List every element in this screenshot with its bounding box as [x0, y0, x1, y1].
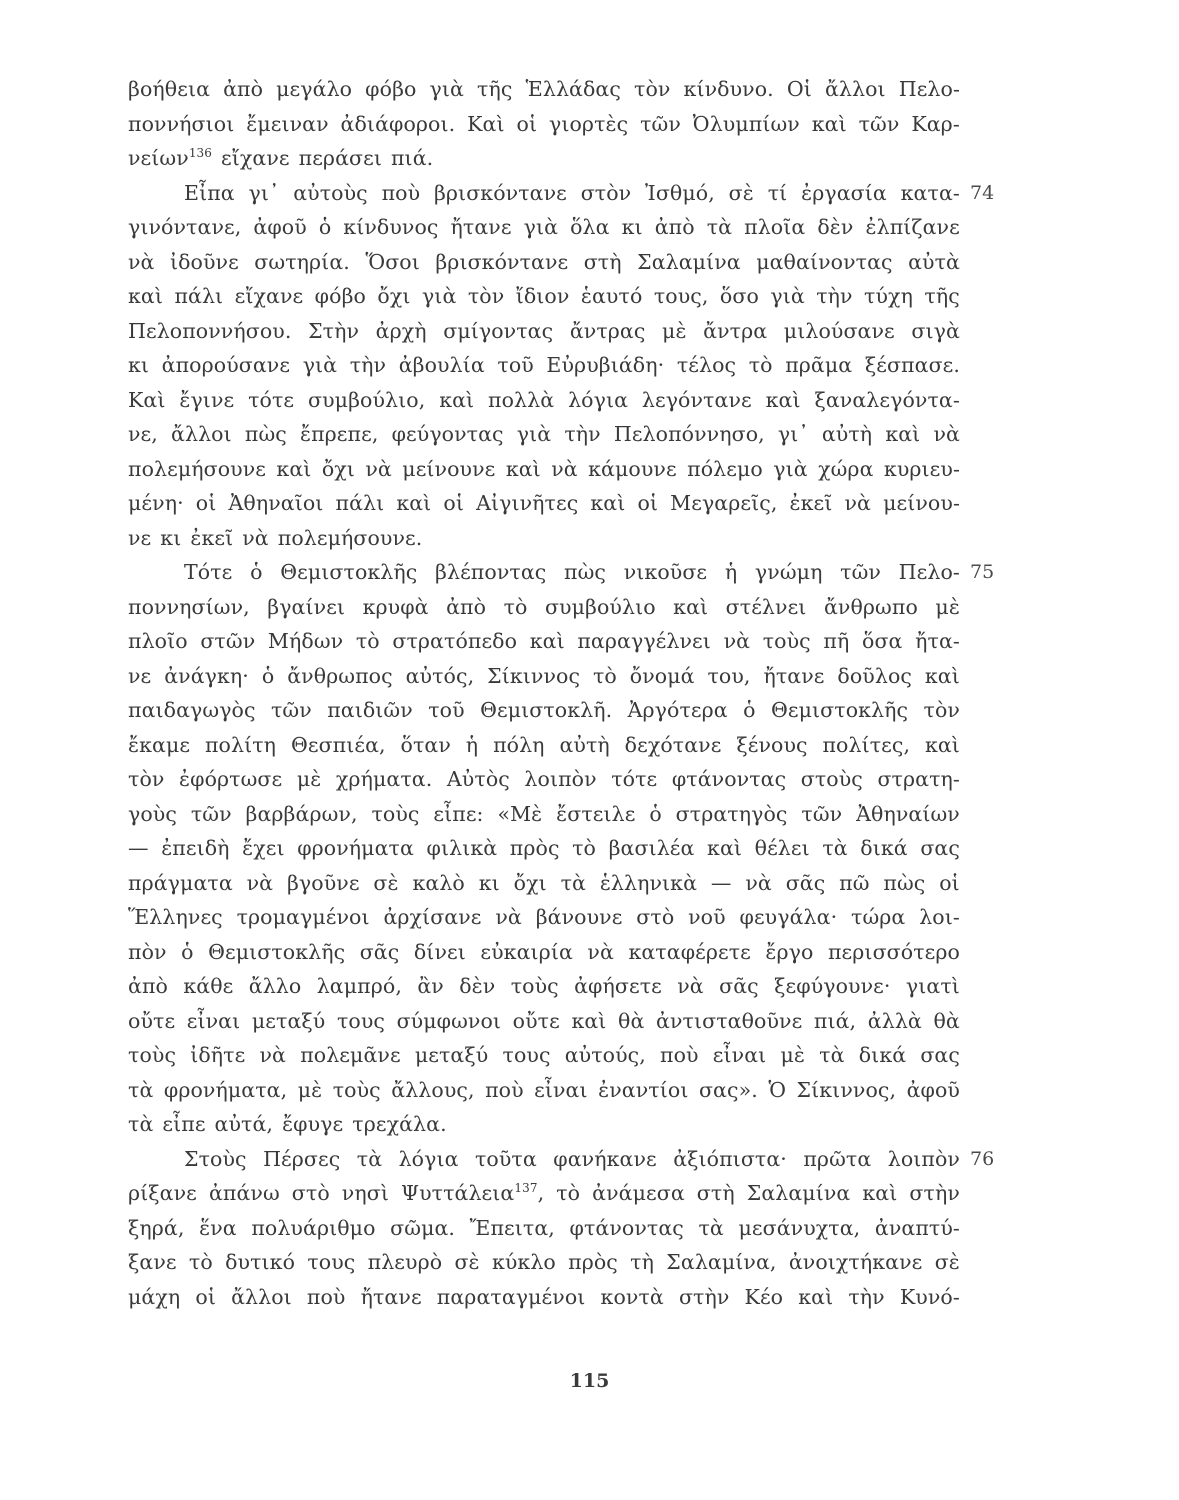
- text-line: νὰ ἰδοῦνε σωτηρία. Ὅσοι βρισκόντανε στὴ Σαλαμίνα μαθαίνοντας αὐτὰ: [128, 249, 960, 274]
- text-line: ξανε τὸ δυτικό τους πλευρὸ σὲ κύκλο πρὸς τὴ Σαλαμίνα, ἀνοιχτήκανε σὲ: [128, 1250, 960, 1274]
- text-line: νείων$^{136}$ εἴχανε περάσει πιά.: [128, 146, 434, 170]
- text-line: ρίξανε ἀπάνω στὸ νησὶ Ψυττάλεια$^{137}$, τὸ ἀνάμεσα στὴ Σαλαμίνα καὶ στὴν: [128, 1181, 960, 1205]
- text-line: τὰ εἶπε αὐτά, ἔφυγε τρεχάλα.: [128, 1112, 447, 1136]
- text-line: Ἕλληνες τρομαγμένοι ἀρχίσανε νὰ βάνουνε στὸ νοῦ φευγάλα· τώρα λοι-: [128, 905, 960, 929]
- text-line: γοὺς τῶν βαρβάρων, τοὺς εἶπε: «Μὲ ἔστειλε ὁ στρατηγὸς τῶν Ἀθηναίων: [128, 801, 960, 826]
- body-text: [128, 72, 960, 1314]
- text-line: μάχη οἱ ἄλλοι ποὺ ἤτανε παραταγμένοι κοντὰ στὴν Κέο καὶ τὴν Κυνό-: [128, 1284, 960, 1309]
- text-line: Καὶ ἔγινε τότε συμβούλιο, καὶ πολλὰ λόγια λεγόντανε καὶ ξαναλεγόντα-: [128, 387, 960, 412]
- text-line: πράγματα νὰ βγοῦνε σὲ καλὸ κι ὄχι τὰ ἑλληνικὰ — νὰ σᾶς πῶ πὼς οἱ: [128, 870, 960, 895]
- text-line: καὶ πάλι εἴχανε φόβο ὄχι γιὰ τὸν ἴδιον ἑαυτό τους, ὅσο γιὰ τὴν τύχη τῆς: [128, 284, 960, 308]
- text-line: ἔκαμε πολίτη Θεσπιέα, ὅταν ἡ πόλη αὐτὴ δεχότανε ξένους πολίτες, καὶ: [128, 732, 960, 757]
- text-line: γινόντανε, ἀφοῦ ὁ κίνδυνος ἤτανε γιὰ ὅλα κι ἀπὸ τὰ πλοῖα δὲν ἐλπίζανε: [128, 215, 960, 239]
- text-line: βοήθεια ἀπὸ μεγάλο φόβο γιὰ τῆς Ἑλλάδας τὸν κίνδυνο. Οἱ ἄλλοι Πελο-: [128, 77, 960, 101]
- page-number: 115: [569, 1370, 610, 1392]
- text-line: νε ἀνάγκη· ὁ ἄνθρωπος αὐτός, Σίκιννος τὸ ὄνομά του, ἤτανε δοῦλος καὶ: [128, 663, 960, 688]
- text-line: πὸν ὁ Θεμιστοκλῆς σᾶς δίνει εὐκαιρία νὰ καταφέρετε ἔργο περισσότερο: [128, 939, 960, 964]
- text-line: τὸν ἐφόρτωσε μὲ χρήματα. Αὐτὸς λοιπὸν τότε φτάνοντας στοὺς στρατη-: [128, 767, 960, 791]
- text-line: τὰ φρονήματα, μὲ τοὺς ἄλλους, ποὺ εἶναι ἐναντίοι σας». Ὁ Σίκιννος, ἀφοῦ: [128, 1077, 960, 1102]
- text-line: Πελοποννήσου. Στὴν ἀρχὴ σμίγοντας ἄντρας μὲ ἄντρα μιλούσανε σιγὰ: [128, 318, 960, 343]
- text-line: παιδαγωγὸς τῶν παιδιῶν τοῦ Θεμιστοκλῆ. Ἀργότερα ὁ Θεμιστοκλῆς τὸν: [128, 698, 960, 722]
- text-line: ἀπὸ κάθε ἄλλο λαμπρό, ἂν δὲν τοὺς ἀφήσετε νὰ σᾶς ξεφύγουνε· γιατὶ: [128, 974, 960, 998]
- text-line: πολεμήσουνε καὶ ὄχι νὰ μείνουνε καὶ νὰ κάμουνε πόλεμο γιὰ χώρα κυριευ-: [128, 456, 960, 481]
- text-line: τοὺς ἰδῆτε νὰ πολεμᾶνε μεταξύ τους αὐτούς, ποὺ εἶναι μὲ τὰ δικά σας: [128, 1043, 960, 1067]
- text-line: Στοὺς Πέρσες τὰ λόγια τοῦτα φανήκανε ἀξιόπιστα· πρῶτα λοιπὸν: [184, 1146, 960, 1171]
- text-line: μένη· οἱ Ἀθηναῖοι πάλι καὶ οἱ Αἰγινῆτες καὶ οἱ Μεγαρεῖς, ἐκεῖ νὰ μείνου-: [128, 491, 960, 515]
- text-line: — ἐπειδὴ ἔχει φρονήματα φιλικὰ πρὸς τὸ βασιλέα καὶ θέλει τὰ δικά σας: [128, 836, 960, 860]
- chapter-margin-number: 74: [970, 181, 995, 204]
- text-line: Τότε ὁ Θεμιστοκλῆς βλέποντας πὼς νικοῦσε ἡ γνώμη τῶν Πελο-: [184, 560, 960, 584]
- text-line: Εἶπα γι᾽ αὐτοὺς ποὺ βρισκόντανε στὸν Ἰσθμό, σὲ τί ἐργασία κατα-: [184, 180, 960, 205]
- text-line: νε, ἄλλοι πὼς ἔπρεπε, φεύγοντας γιὰ τὴν Πελοπόννησο, γι᾽ αὐτὴ καὶ νὰ: [128, 422, 960, 446]
- chapter-margin-number: 75: [970, 561, 995, 583]
- footnote-ref: 137: [514, 1181, 538, 1195]
- text-line: ποννήσιοι ἔμειναν ἀδιάφοροι. Καὶ οἱ γιορτὲς τῶν Ὀλυμπίων καὶ τῶν Καρ-: [128, 111, 960, 136]
- text-line: οὔτε εἶναι μεταξύ τους σύμφωνοι οὔτε καὶ θὰ ἀντισταθοῦνε πιά, ἀλλὰ θὰ: [128, 1008, 960, 1033]
- text-line: πλοῖο στῶν Μήδων τὸ στρατόπεδο καὶ παραγγέλνει νὰ τοὺς πῆ ὅσα ἤτα-: [128, 629, 960, 653]
- text-line: κι ἀπορούσανε γιὰ τὴν ἀβουλία τοῦ Εὐρυβιάδη· τέλος τὸ πρᾶμα ξέσπασε.: [128, 353, 960, 377]
- text-line: νε κι ἐκεῖ νὰ πολεμήσουνε.: [128, 525, 423, 550]
- chapter-margin-number: 76: [970, 1147, 995, 1170]
- text-line: ξηρά, ἕνα πολυάριθμο σῶμα. Ἔπειτα, φτάνοντας τὰ μεσάνυχτα, ἀναπτύ-: [128, 1215, 960, 1240]
- text-line: ποννησίων, βγαίνει κρυφὰ ἀπὸ τὸ συμβούλιο καὶ στέλνει ἄνθρωπο μὲ: [128, 594, 960, 619]
- footnote-ref: 136: [188, 146, 213, 160]
